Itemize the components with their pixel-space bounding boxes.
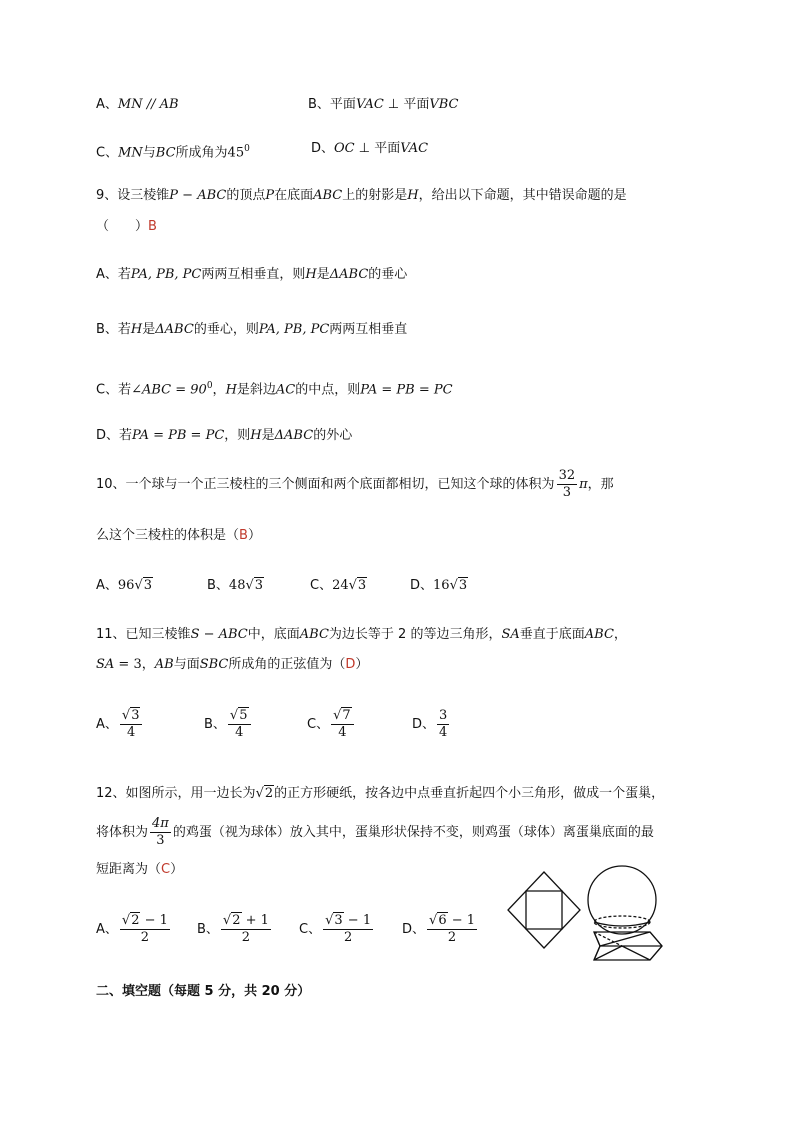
q9-option-b: B、若H是ΔABC的垂心，则PA, PB, PC两两互相垂直 (96, 322, 408, 337)
q11-answer: D (345, 657, 356, 672)
q12-option-c: C、 $\frac{√3 - 1}{2}$ (299, 913, 372, 945)
q8-option-b: B、平面VAC ⊥ 平面VBC (308, 97, 459, 112)
q10-volume-fraction: $\frac{32}{3}$ (558, 468, 576, 500)
q9-stem: 9、设三棱锥P − ABC的顶点P在底面ABC上的射影是H，给出以下命题，其中错误命题的是 (96, 188, 627, 203)
q12-option-d: D、 $\frac{√6 - 1}{2}$ (402, 913, 476, 945)
q11-option-c: C、 $\frac{√7}{4}$ (307, 706, 356, 744)
q10-stem-line2: 么这个三棱柱的体积是（B） (96, 528, 261, 543)
q11-stem: 11、已知三棱锥S − ABC中，底面ABC为边长等于 2 的等边三角形，SA垂直于底面ABC， (96, 627, 627, 642)
q12-stem-line3: 短距离为（C） (96, 862, 184, 877)
q8-option-a: A、MN // AB (96, 97, 179, 112)
q12-option-a: A、 $\frac{√2 - 1}{2}$ (96, 913, 168, 945)
q9-option-c: C、若∠ABC = $90^0$，H是斜边AC的中点，则PA = PB = PC (96, 381, 453, 398)
q12-stem: 12、如图所示，用一边长为√2的正方形硬纸，按各边中点垂直折起四个小三角形，做成一个蛋巢， (96, 786, 665, 801)
q11-option-b: B、 $\frac{√5}{4}$ (204, 706, 253, 744)
q8-option-c: C、MN与BC所成角为$45^0$ (96, 144, 250, 161)
q11-option-d: D、 $\frac{3}{4}$ (412, 708, 448, 740)
q12-volume-fraction: $\frac{4\pi}{3}$ (152, 816, 169, 848)
q12-answer: C (161, 862, 171, 877)
q11-stem-line2: SA = 3，AB与面SBC所成角的正弦值为（D） (96, 657, 369, 672)
q10-answer: B (239, 528, 248, 543)
q8-option-d: D、OC ⊥ 平面VAC (311, 141, 429, 156)
q12-stem-line2: 将体积为 $\frac{4\pi}{3}$ 的鸡蛋（视为球体）放入其中，蛋巢形状保持不变，则鸡蛋（球体）离蛋巢底面的最 (96, 816, 654, 848)
q12-figure (500, 860, 680, 975)
q11-option-a: A、 $\frac{√3}{4}$ (96, 706, 144, 744)
q9-answer-line: （ ）B (96, 219, 157, 234)
q9-option-a: A、若PA, PB, PC两两互相垂直，则H是ΔABC的垂心 (96, 267, 408, 282)
q12-option-b: B、 $\frac{√2 + 1}{2}$ (197, 913, 269, 945)
egg-nest-diagram (588, 866, 662, 960)
q9-answer: B (148, 219, 157, 234)
q10-option-b: B、48√3 (207, 578, 264, 593)
q10-option-c: C、24√3 (310, 578, 367, 593)
paper-net-diagram (508, 872, 580, 948)
q10-stem: 10、一个球与一个正三棱柱的三个侧面和两个底面都相切，已知这个球的体积为 $\frac{32}{3}$ π，那 (96, 468, 614, 500)
q9-option-d: D、若PA = PB = PC，则H是ΔABC的外心 (96, 428, 353, 443)
section-2-title: 二、填空题（每题 5 分，共 20 分） (96, 984, 311, 999)
q10-option-d: D、16√3 (410, 578, 468, 593)
q10-option-a: A、96√3 (96, 578, 153, 593)
